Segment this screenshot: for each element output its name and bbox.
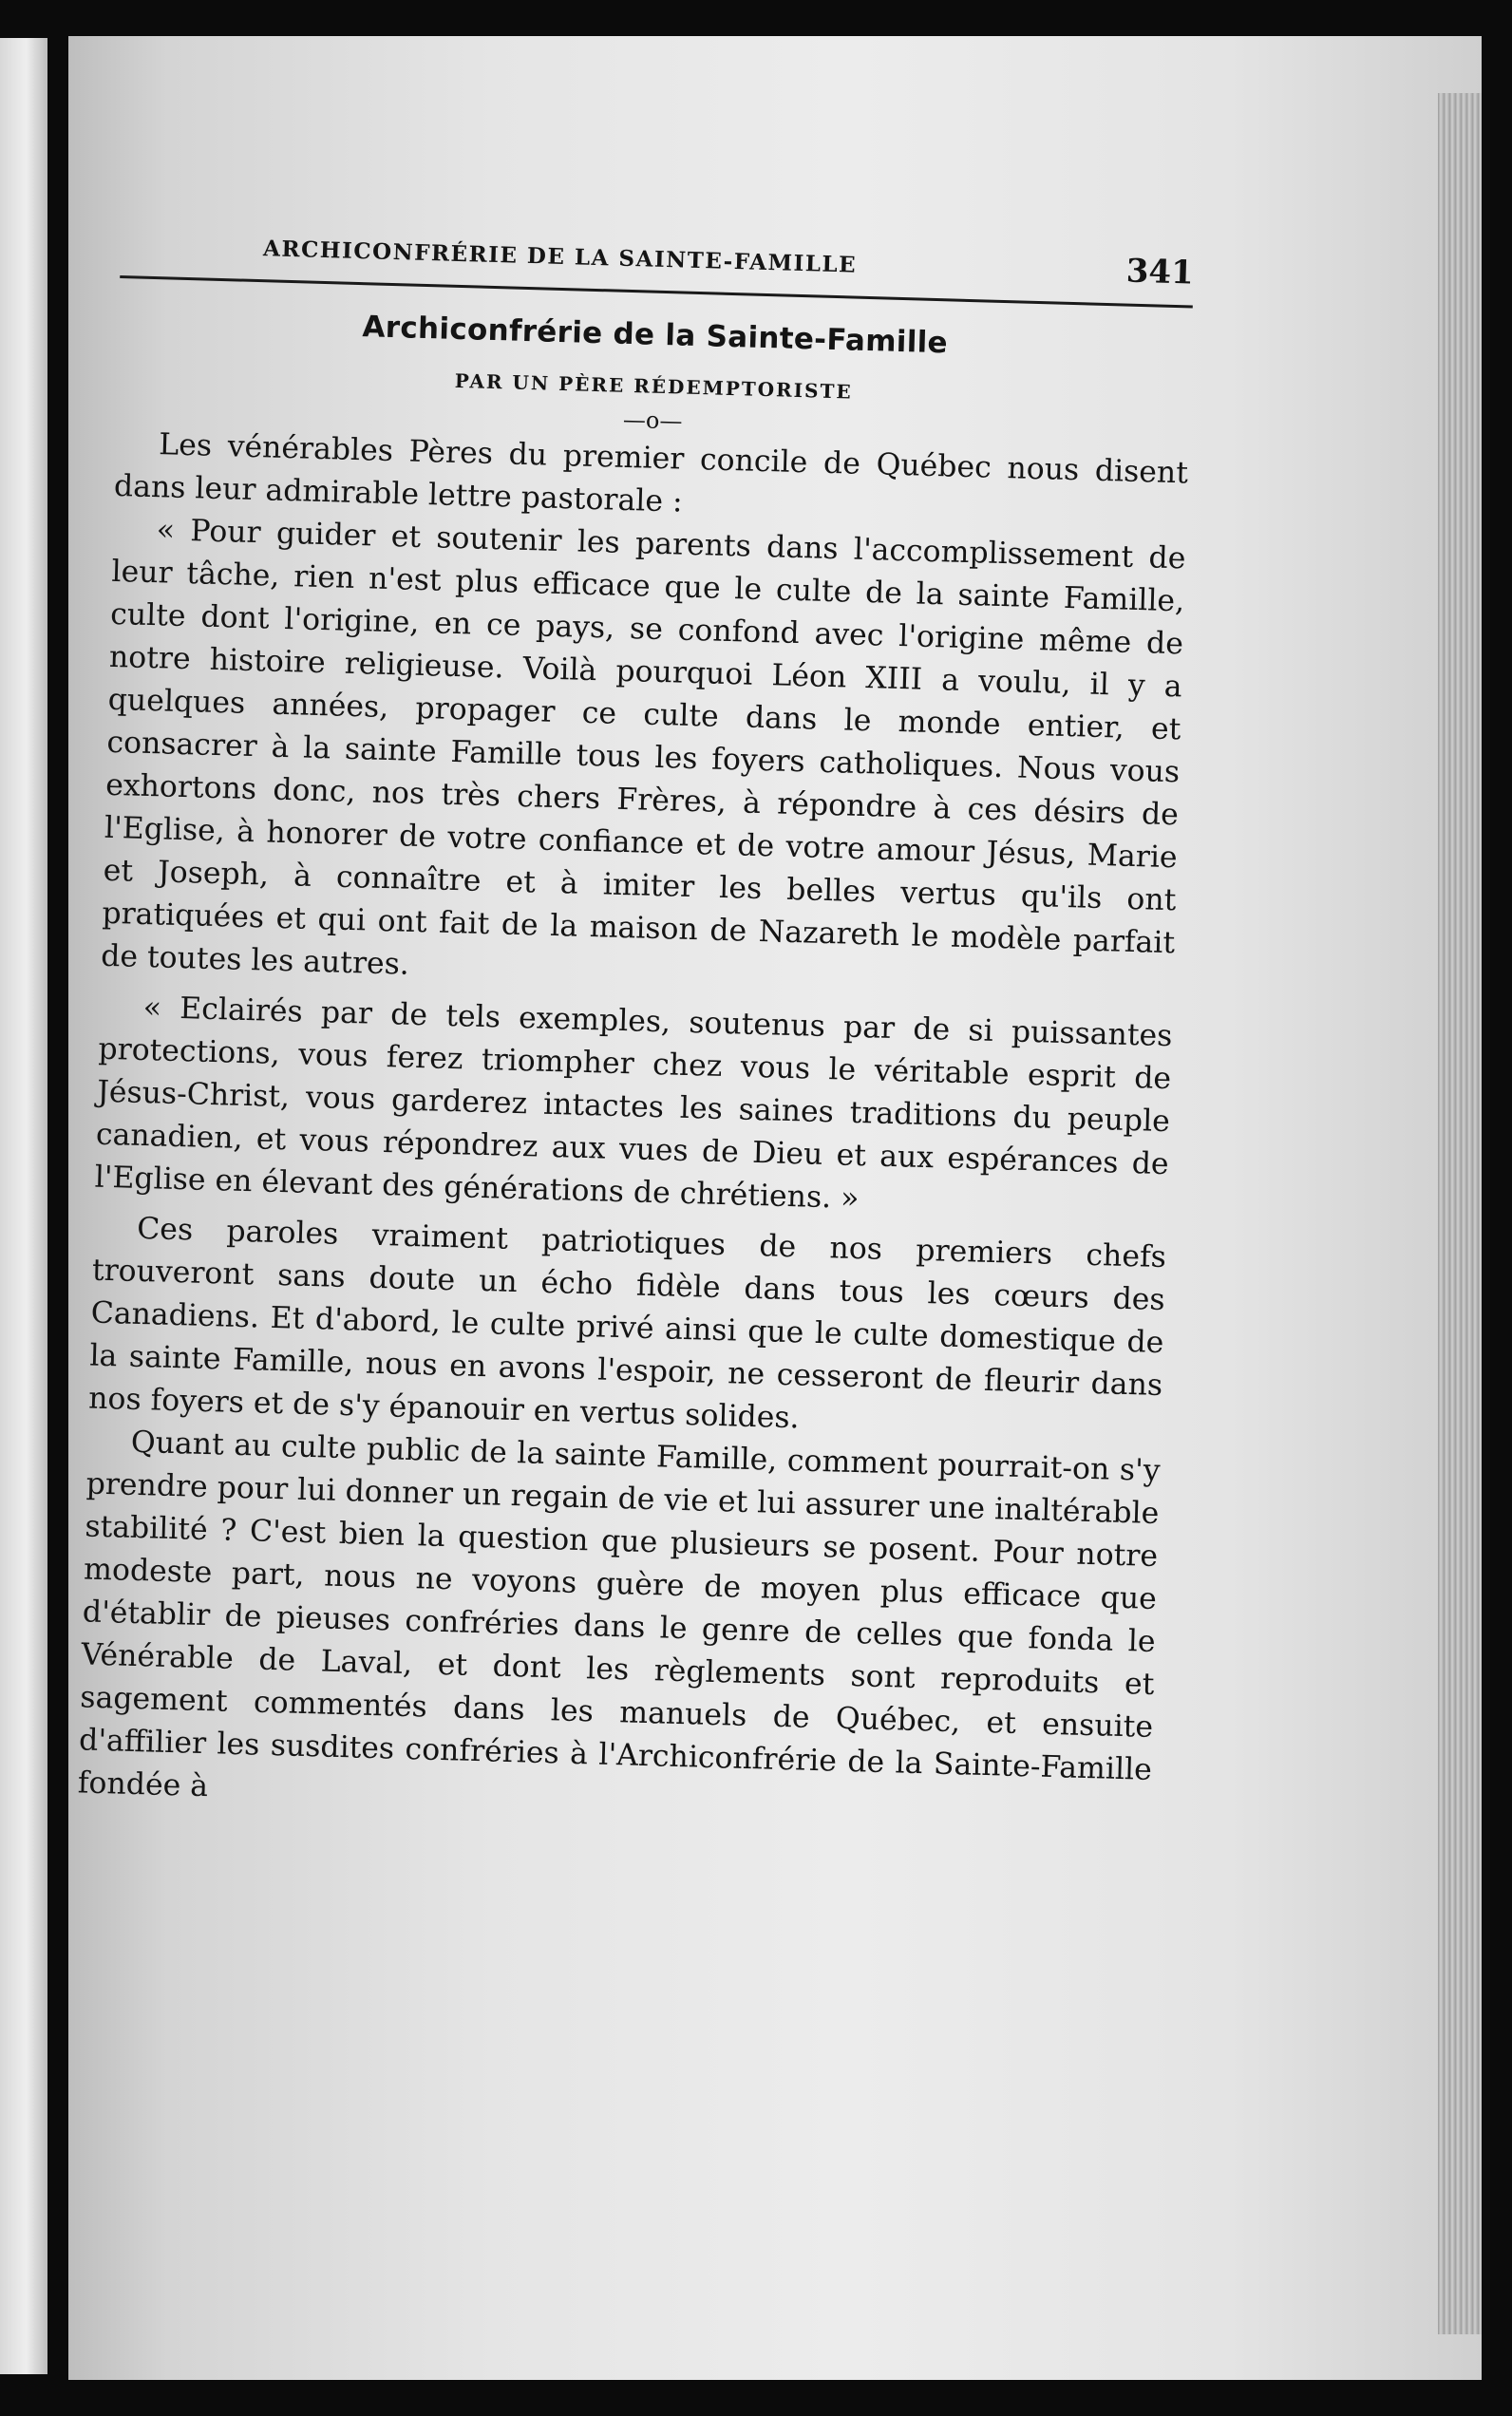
paragraph-public-cult: Quant au culte public de la sainte Famille, comment pourrait-on s'y prendre pour lui donner un regain de vie et lui assurer une inaltérable stabilité ? C'est bien la question que plusieurs se posent. Pour notre modeste part, nous ne voyons guère de moyen plus efficace que d'établir de pieuses confréries dans le genre de celles que fonda le Vénérable de Laval, et dont les règlements sont reproduits et sagement commentés dans les manuels de Québec, et ensuite d'affilier les susdites confréries à l'Archiconfrérie de la Sainte-Famille fondée à xyxy=(77,1425,1162,1804)
running-title: ARCHICONFRÉRIE DE LA SAINTE-FAMILLE xyxy=(262,236,858,278)
paragraph-quote-1: « Pour guider et soutenir les parents dans l'accomplissement de leur tâche, rien n'est plus efficace que le culte de la sainte Famille, culte dont l'origine, en ce pays, se confond avec l'origine même de notre histoire religieuse. Voilà pourquoi Léon XIII a voulu, il y a quelques années, propager ce culte dans le monde entier, et consacrer à la sainte Famille tous les foyers catholiques. Nous vous exhortons donc, nos très chers Frères, à répondre à ces désirs de l'Eglise, à honorer de votre confiance et de votre amour Jésus, Marie et Joseph, à connaître et à imiter les belles vertus qu'ils ont pratiquées et qui ont fait de la maison de Nazareth le modèle parfait de toutes les autres. xyxy=(100,513,1186,982)
page-number: 341 xyxy=(1125,252,1195,293)
page-content xyxy=(77,217,1194,1835)
paragraph-quote-2: « Eclairés par de tels exemples, soutenus par de si puissantes protections, vous ferez triompher chez vous le véritable esprit de Jésus-Christ, vous garderez intactes les saines traditions du peuple canadien, et vous répondrez aux vues de Dieu et aux espérances de l'Eglise en élevant des générations de chrétiens. » xyxy=(94,990,1173,1217)
article-title: Archiconfrérie de la Sainte-Famille xyxy=(362,310,949,361)
article-byline: PAR UN PÈRE RÉDEMPTORISTE xyxy=(454,368,853,404)
paragraph-commentary: Ces paroles vraiment patriotiques de nos premiers chefs trouveront sans doute un écho fidèle dans tous les cœurs des Canadiens. Et d'abord, le culte privé ainsi que le culte domestique de la sainte Famille, nous en avons l'espoir, ne cesseront de fleurir dans nos foyers et de s'y épanouir en vertus solides. xyxy=(87,1211,1167,1436)
article-body xyxy=(77,423,1188,1835)
section-ornament: —o— xyxy=(622,406,683,435)
facing-page-edge xyxy=(0,38,47,2374)
page-stack-edge xyxy=(1438,93,1482,2334)
paragraph-intro: Les vénérables Pères du premier concile de Québec nous disent dans leur admirable lettre pastorale : xyxy=(113,427,1189,519)
